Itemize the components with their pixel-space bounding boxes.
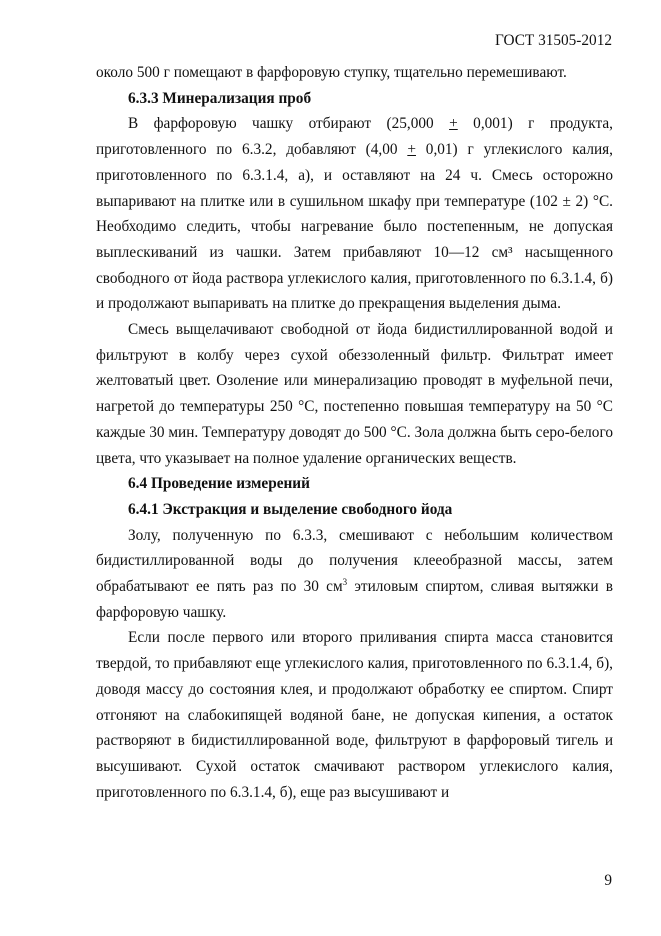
plus-minus-sign: + — [449, 115, 458, 133]
paragraph-mineralization — [96, 111, 613, 317]
page-number: 9 — [604, 872, 612, 889]
text-run: этиловым спиртом, сливая вытяжки в фарфоровую чашку. — [96, 578, 613, 621]
section-heading-6-4: 6.4 Проведение измерений — [128, 475, 310, 493]
text-run: 0,001) г продукта, приготовленного по 6.3.2, добавляют (4,00 — [96, 115, 614, 159]
text-run: В фарфоровую чашку отбирают (25,000 — [128, 115, 450, 133]
page-content — [96, 60, 613, 805]
plus-minus-sign: + — [407, 141, 416, 159]
superscript: 3 — [342, 577, 348, 588]
paragraph-leaching: Смесь выщелачивают свободной от йода бидистиллированной водой и фильтруют в колбу через сухой обеззоленный фильтр. Фильтрат имеет желтоватый цвет. Озоление или минерализацию проводят в муфельной печи, нагретой до температуры 250 °С, постепенно повышая температуру на 50 °С каждые 30 мин. Температуру доводят до 500 °С. Зола должна быть серо-белого цвета, что указывает на полное удаление органических веществ. — [96, 321, 613, 467]
paragraph-spirit-treatment: Если после первого или второго приливания спирта масса становится твердой, то прибавляют еще углекислого калия, приготовленного по 6.3.1.4, б), доводя массу до состояния клея, и продолжают обработку ее спиртом. Спирт отгоняют на слабокипящей водяной бане, не допуская кипения, а остаток растворяют в бидистиллированной воде, фильтруют в фарфоровый тигель и высушивают. Сухой остаток смачивают раствором углекислого калия, приготовленного по 6.3.1.4, б), еще раз высушивают и — [96, 629, 613, 801]
section-heading-6-3-3: 6.3.3 Минерализация проб — [128, 89, 312, 107]
paragraph-ash-extraction — [96, 523, 613, 626]
section-heading-6-4-1: 6.4.1 Экстракция и выделение свободного йода — [128, 500, 453, 518]
page-header-standard: ГОСТ 31505-2012 — [495, 32, 612, 49]
text-run: 0,01) г углекислого калия, приготовленного по 6.3.1.4, а), и оставляют на 24 ч. Смесь осторожно выпаривают на плитке или в сушильном шкафу при температуре (102 ± 2) °С. Необходимо следить, чтобы нагревание было постепенным, не допуская выплескиваний из чашки. Затем прибавляют 10—12 см³ насыщенного свободного от йода раствора углекислого калия, приготовленного по 6.3.1.4, б) и продолжают выпаривать на плитке до прекращения выделения дыма. — [96, 141, 613, 313]
text-run: Золу, полученную по 6.3.3, смешивают с небольшим количеством бидистиллированной воды до получения клееобразной массы, затем обрабатывают ее пять раз по 30 см — [96, 526, 613, 596]
paragraph-continuation: около 500 г помещают в фарфоровую ступку, тщательно перемешивают. — [96, 64, 567, 81]
